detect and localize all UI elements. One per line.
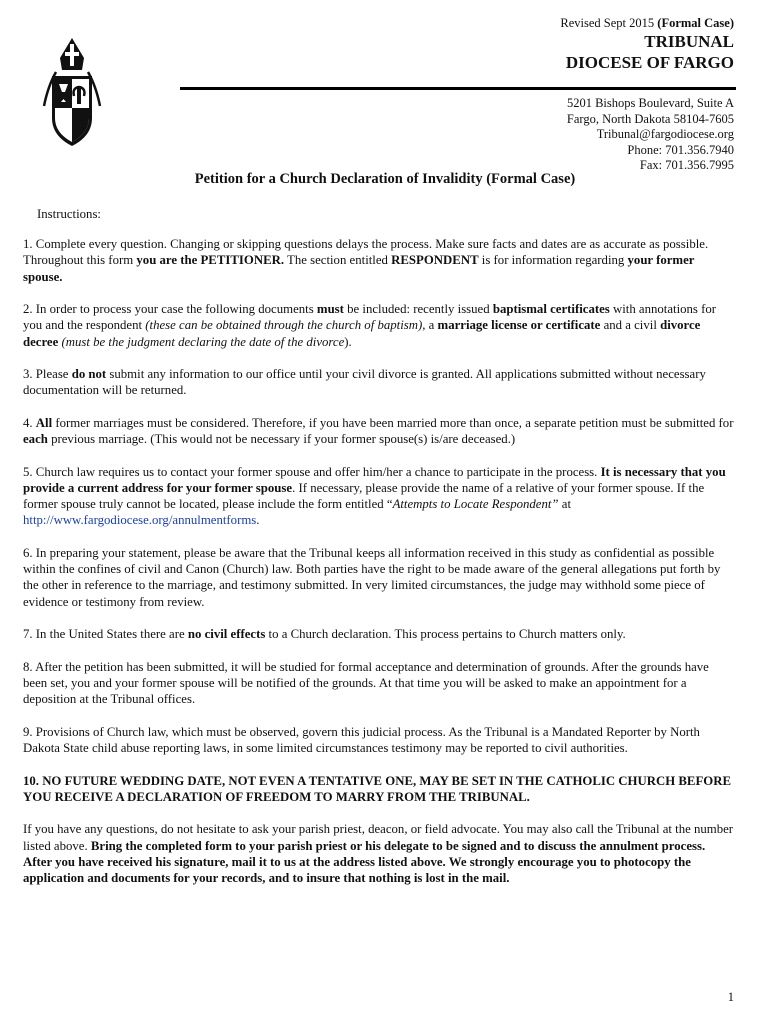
instruction-item-7: 7. In the United States there are no civil effects to a Church declaration. This process pertains to Church matters only. (23, 627, 626, 642)
instruction-item-10: 10. NO FUTURE WEDDING DATE, NOT EVEN A TENTATIVE ONE, MAY BE SET IN THE CATHOLIC CHURCH BEFORE YOU RECEIVE A DECLARATION OF FREEDOM TO MARRY FROM THE TRIBUNAL. (23, 773, 731, 804)
instructions-body (23, 206, 735, 903)
closing-paragraph: If you have any questions, do not hesitate to ask your parish priest, deacon, or field advocate. You may also call the Tribunal at the number listed above. Bring the completed form to your parish priest or his delegate to be signed and to discuss the annulment process. After you have received his signature, mail it to us at the address listed above. We strongly encourage you to photocopy the application and documents for your records, and to insure that nothing is lost in the mail. (23, 822, 734, 885)
page-number: 1 (727, 990, 734, 1004)
instruction-item-1: 1. Complete every question. Changing or skipping questions delays the process. Make sure facts and dates are as accurate as possible. Throughout this form you are the PETITIONER. The section entitled RESPONDENT is for information regarding your former spouse. (23, 237, 709, 284)
org-name-line1: TRIBUNAL (644, 32, 734, 51)
instructions-label: Instructions: (37, 207, 101, 221)
document-title: Petition for a Church Declaration of Invalidity (Formal Case) (194, 171, 576, 187)
revision-line: Revised Sept 2015 (Formal Case) (560, 16, 734, 30)
org-name-line2: DIOCESE OF FARGO (565, 53, 734, 72)
address-phone: Phone: 701.356.7940 (627, 142, 734, 157)
annulment-forms-link[interactable]: http://www.fargodiocese.org/annulmentforms (23, 513, 257, 528)
instruction-item-2: 2. In order to process your case the following documents must be included: recently issued baptismal certificates with annotations for you and the respondent (these can be obtained through the church of baptism), a marriage license or certificate and a civil divorce decree (must be the judgment declaring the date of the divorce). (23, 302, 717, 349)
instruction-item-9: 9. Provisions of Church law, which must be observed, govern this judicial process. As the Tribunal is a Mandated Reporter by North Dakota State child abuse reporting laws, in some limited circumstances testimony may be reported to civil authorities. (23, 724, 700, 755)
address-block (567, 96, 734, 174)
diocese-coat-of-arms-icon (38, 36, 106, 156)
document-header (560, 15, 734, 73)
address-street: 5201 Bishops Boulevard, Suite A (566, 96, 734, 110)
instruction-item-6: 6. In preparing your statement, please be aware that the Tribunal keeps all information received in this study as confidential as possible within the confines of civil and Canon (Church) law. Both parties have the right to be made aware of the general allegations put forth by the other in reference to the marriage, and testimony submitted. In very limited circumstances, the judge may withhold some piece of evidence or testimony from review. (23, 546, 721, 609)
instruction-item-4: 4. All former marriages must be considered. Therefore, if you have been married more than once, a separate petition must be submitted for each previous marriage. (This would not be necessary if your former spouse(s) is/are deceased.) (23, 416, 734, 447)
header-divider (180, 87, 736, 90)
instruction-item-5: 5. Church law requires us to contact your former spouse and offer him/her a chance to participate in the process. It is necessary that you provide a current address for your former spouse. If necessary, please provide the name of a relative of your former spouse. If the former spouse truly cannot be located, please include the form entitled “Attempts to Locate Respondent” at http://www.fargodiocese.org/annulmentforms. (23, 464, 726, 528)
address-email: Tribunal@fargodiocese.org (596, 127, 734, 141)
instruction-item-3: 3. Please do not submit any information to our office until your civil divorce is granted. All applications submitted without necessary documentation will be returned. (23, 367, 706, 398)
address-city: Fargo, North Dakota 58104-7605 (566, 111, 734, 126)
instruction-item-8: 8. After the petition has been submitted, it will be studied for formal acceptance and determination of grounds. After the grounds have been set, you and your former spouse will be notified of the grounds. At that time you will be asked to make an appointment for a deposition at the Tribunal offices. (23, 659, 709, 707)
address-fax: Fax: 701.356.7995 (639, 158, 734, 172)
